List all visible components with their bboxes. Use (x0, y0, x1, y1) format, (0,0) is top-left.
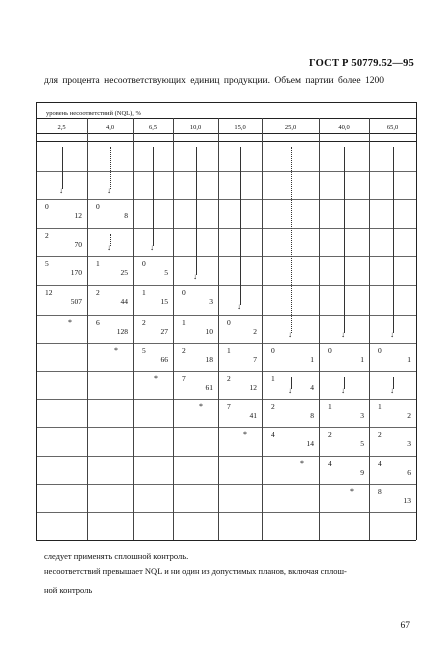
table-row-rule (36, 199, 416, 200)
table-col-rule (133, 118, 134, 540)
table-row-rule (36, 512, 416, 513)
cell-sample-size: 27 (160, 327, 168, 336)
cell-sample-size: 8 (310, 411, 314, 420)
table-col-rule (87, 118, 88, 540)
column-header: 4,0 (105, 124, 115, 131)
footnote-line-1: следует применять сплошной контроль. (44, 551, 189, 561)
cell-sample-size: 10 (205, 327, 213, 336)
cell-sample-size: 12 (74, 211, 82, 220)
star-marker: * (114, 346, 118, 355)
cell-acceptance-number: 1 (271, 374, 275, 383)
table-border-right (416, 102, 417, 540)
arrow-head-icon: ↓ (107, 243, 111, 252)
star-marker: * (243, 430, 247, 439)
cell-acceptance-number: 7 (227, 402, 231, 411)
column-header: 25,0 (284, 124, 297, 131)
table-row-rule (36, 315, 416, 316)
cell-sample-size: 8 (124, 211, 128, 220)
subtitle: для процента несоответствующих единиц продукции. Объем партии более 1200 (44, 76, 384, 86)
cell-acceptance-number: 5 (45, 259, 49, 268)
star-marker: * (350, 487, 354, 496)
table-row-rule (36, 171, 416, 172)
column-header: 10,0 (189, 124, 202, 131)
cell-sample-size: 44 (120, 297, 128, 306)
cell-sample-size: 2 (253, 327, 257, 336)
cell-sample-size: 5 (164, 268, 168, 277)
cell-acceptance-number: 1 (378, 402, 382, 411)
cell-sample-size: 6 (407, 468, 411, 477)
page-number: 67 (400, 621, 410, 631)
table-row-rule (36, 399, 416, 400)
document-header: ГОСТ Р 50779.52—95 (309, 58, 414, 69)
arrow-shaft (240, 147, 241, 305)
cell-sample-size: 3 (209, 297, 213, 306)
cell-sample-size: 5 (360, 439, 364, 448)
cell-acceptance-number: 2 (328, 430, 332, 439)
arrow-shaft (196, 147, 197, 275)
cell-sample-size: 1 (310, 355, 314, 364)
cell-sample-size: 128 (116, 327, 128, 336)
cell-acceptance-number: 0 (96, 202, 100, 211)
cell-acceptance-number: 2 (96, 288, 100, 297)
cell-acceptance-number: 0 (142, 259, 146, 268)
cell-acceptance-number: 1 (227, 346, 231, 355)
arrow-head-icon: ↓ (193, 272, 197, 281)
arrow-head-icon: ↓ (107, 186, 111, 195)
cell-sample-size: 170 (70, 268, 82, 277)
cell-acceptance-number: 2 (271, 402, 275, 411)
cell-acceptance-number: 2 (45, 231, 49, 240)
cell-sample-size: 25 (120, 268, 128, 277)
cell-sample-size: 41 (249, 411, 257, 420)
footnote-line-2: несоответствий превышает NQL и ни один из допустимых планов, включая сплош- (44, 566, 347, 576)
cell-acceptance-number: 2 (142, 318, 146, 327)
arrow-head-icon: ↓ (390, 386, 394, 395)
arrow-shaft (393, 147, 394, 333)
column-header: 65,0 (386, 124, 399, 131)
cell-acceptance-number: 0 (271, 346, 275, 355)
column-header: 15,0 (234, 124, 246, 131)
arrow-head-icon: ↓ (150, 243, 154, 252)
table-col-rule (369, 118, 370, 540)
arrow-head-icon: ↓ (341, 386, 345, 395)
column-header: 2,5 (57, 124, 66, 131)
arrow-shaft (110, 147, 112, 189)
cell-sample-size: 15 (160, 297, 168, 306)
cell-acceptance-number: 8 (378, 487, 382, 496)
cell-sample-size: 18 (205, 355, 213, 364)
cell-acceptance-number: 0 (227, 318, 231, 327)
table-nql-label: уровень несоответствий (NQL), % (46, 110, 141, 117)
cell-acceptance-number: 0 (328, 346, 332, 355)
arrow-head-icon: ↓ (341, 330, 345, 339)
table-row-rule (36, 343, 416, 344)
footnote-line-3: ной контроль (44, 585, 93, 595)
arrow-head-icon: ↓ (390, 330, 394, 339)
cell-acceptance-number: 0 (378, 346, 382, 355)
table-row-rule (36, 371, 416, 372)
cell-sample-size: 3 (360, 411, 364, 420)
cell-acceptance-number: 5 (142, 346, 146, 355)
cell-acceptance-number: 1 (328, 402, 332, 411)
column-header: 6,5 (148, 124, 158, 131)
cell-sample-size: 3 (407, 439, 411, 448)
cell-sample-size: 14 (306, 439, 314, 448)
table-border-left (36, 102, 37, 540)
cell-sample-size: 507 (70, 297, 82, 306)
cell-sample-size: 7 (253, 355, 257, 364)
cell-acceptance-number: 1 (182, 318, 186, 327)
table-header-rule (36, 118, 416, 119)
column-header: 40,0 (338, 124, 350, 131)
arrow-head-icon: ↓ (237, 302, 241, 311)
cell-acceptance-number: 2 (182, 346, 186, 355)
table-row-rule (36, 456, 416, 457)
arrow-head-icon: ↓ (288, 330, 292, 339)
table-row-rule (36, 540, 416, 541)
table-row-rule (36, 141, 416, 142)
cell-sample-size: 9 (360, 468, 364, 477)
arrow-shaft (62, 147, 63, 189)
cell-sample-size: 13 (403, 496, 411, 505)
table-row-rule (36, 285, 416, 286)
arrow-shaft (153, 147, 154, 246)
cell-acceptance-number: 4 (271, 430, 275, 439)
table-col-rule (319, 118, 320, 540)
star-marker: * (300, 459, 304, 468)
arrow-head-icon: ↓ (288, 386, 292, 395)
table-row-rule (36, 256, 416, 257)
star-marker: * (154, 374, 158, 383)
cell-acceptance-number: 7 (182, 374, 186, 383)
arrow-shaft (344, 147, 345, 333)
cell-sample-size: 1 (360, 355, 364, 364)
table-col-rule (262, 118, 263, 540)
table-row-rule (36, 484, 416, 485)
cell-sample-size: 70 (74, 240, 82, 249)
star-marker: * (68, 318, 72, 327)
cell-acceptance-number: 4 (378, 459, 382, 468)
cell-acceptance-number: 2 (378, 430, 382, 439)
table-border-top (36, 102, 416, 103)
cell-acceptance-number: 2 (227, 374, 231, 383)
cell-sample-size: 2 (407, 411, 411, 420)
cell-sample-size: 4 (310, 383, 314, 392)
cell-acceptance-number: 0 (45, 202, 49, 211)
cell-acceptance-number: 0 (182, 288, 186, 297)
star-marker: * (199, 402, 203, 411)
arrow-shaft (291, 147, 293, 333)
cell-acceptance-number: 1 (142, 288, 146, 297)
arrow-head-icon: ↓ (59, 186, 63, 195)
table-row-rule (36, 427, 416, 428)
cell-acceptance-number: 12 (45, 288, 53, 297)
cell-sample-size: 12 (249, 383, 257, 392)
cell-acceptance-number: 6 (96, 318, 100, 327)
table-col-rule (173, 118, 174, 540)
cell-sample-size: 61 (205, 383, 213, 392)
table-colhead-rule (36, 133, 416, 134)
cell-acceptance-number: 4 (328, 459, 332, 468)
table-col-rule (218, 118, 219, 540)
cell-acceptance-number: 1 (96, 259, 100, 268)
cell-sample-size: 1 (407, 355, 411, 364)
table-row-rule (36, 228, 416, 229)
cell-sample-size: 66 (160, 355, 168, 364)
